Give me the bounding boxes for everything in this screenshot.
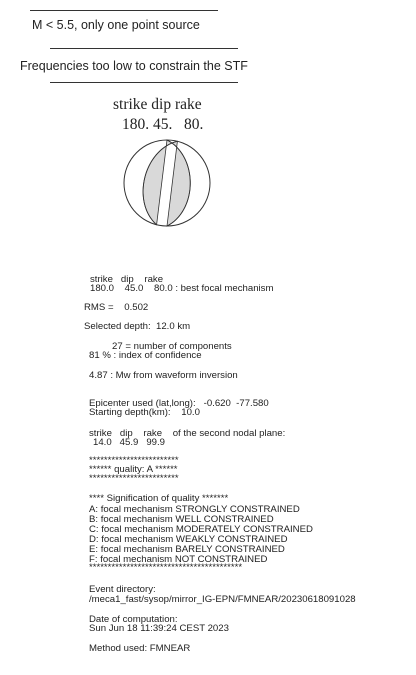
event-directory-path: /meca1_fast/sysop/mirror_IG-EPN/FMNEAR/20230618091028 [89,594,356,605]
computation-date-label: Date of computation: [89,614,178,625]
rms-value: RMS = 0.502 [84,302,149,313]
method-used: Method used: FMNEAR [89,643,191,654]
selected-depth: Selected depth: 12.0 km [84,321,191,332]
plot-label-header: strike dip rake [113,96,202,113]
computation-date: Sun Jun 18 11:39:24 CEST 2023 [89,623,229,634]
header-rule-top [30,10,218,11]
second-plane-header: strike dip rake of the second nodal plane: [89,428,286,439]
header-line-2: Frequencies too low to constrain the STF [20,59,248,73]
beachball-outline [124,140,210,226]
mw-value: 4.87 : Mw from waveform inversion [89,370,238,381]
components-count: 27 = number of components [112,341,232,352]
sdr-values: 180.0 45.0 80.0 : best focal mechanism [90,283,274,294]
header-rule-middle [50,48,238,49]
starting-depth: Starting depth(km): 10.0 [89,407,200,418]
confidence-index: 81 % : index of confidence [89,350,202,361]
signification-d: D: focal mechanism WEAKLY CONSTRAINED [89,534,288,545]
sdr-header: strike dip rake [90,274,164,285]
second-plane-values: 14.0 45.9 99.9 [93,437,166,448]
plot-label-values: 180. 45. 80. [122,116,204,133]
event-directory-label: Event directory: [89,584,156,595]
signification-stars: ***************************************** [89,562,243,573]
signification-header: **** Signification of quality ******* [89,493,229,504]
signification-b: B: focal mechanism WELL CONSTRAINED [89,514,274,525]
quality-stars-bottom: ************************ [89,473,179,484]
signification-e: E: focal mechanism BARELY CONSTRAINED [89,544,285,555]
quality-grade: ****** quality: A ****** [89,464,178,475]
epicenter: Epicenter used (lat,long): -0.620 -77.580 [89,398,269,409]
signification-a: A: focal mechanism STRONGLY CONSTRAINED [89,504,300,515]
focal-mechanism-beachball [122,138,212,228]
quality-stars-top: ************************ [89,455,179,466]
signification-f: F: focal mechanism NOT CONSTRAINED [89,554,268,565]
signification-c: C: focal mechanism MODERATELY CONSTRAINED [89,524,313,535]
header-rule-bottom [50,82,238,83]
header-line-1: M < 5.5, only one point source [32,18,200,32]
